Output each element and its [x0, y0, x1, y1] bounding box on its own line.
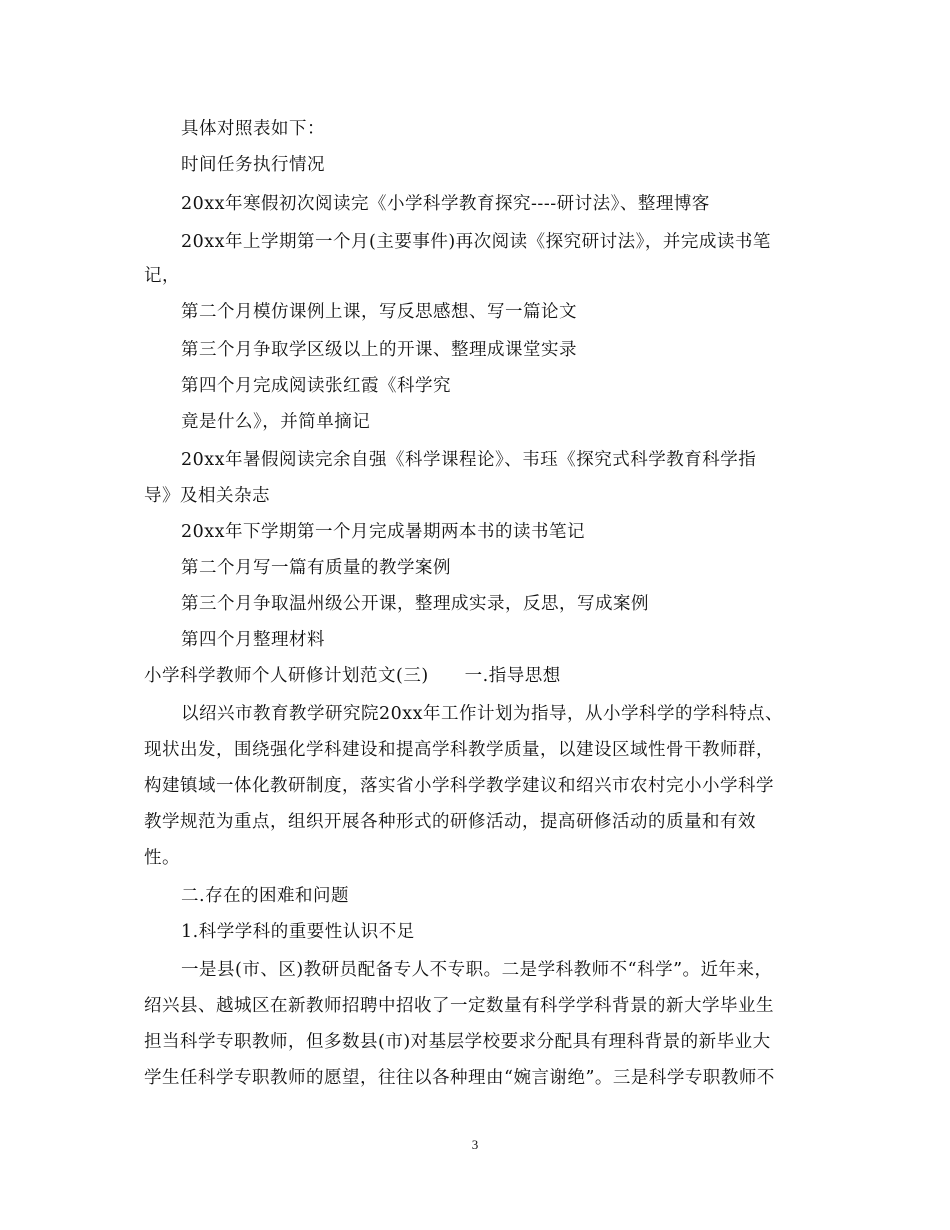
section-heading: 二.存在的困难和问题: [181, 886, 350, 906]
text-line: 20xx年暑假阅读完余自强《科学课程论》、韦珏《探究式科学教育科学指: [181, 450, 757, 470]
text-line: 教学规范为重点，组织开展各种形式的研修活动，提高研修活动的质量和有效: [144, 812, 756, 832]
text-line: 第四个月完成阅读张红霞《科学究: [181, 376, 451, 396]
text-line: 第二个月写一篇有质量的教学案例: [181, 558, 451, 578]
text-line: 一是县(市、区)教研员配备专人不专职。二是学科教师不“科学”。近年来，: [181, 960, 773, 980]
text-line: 现状出发，围绕强化学科建设和提高学科教学质量，以建设区域性骨干教师群，: [144, 740, 774, 760]
text-line: 记，: [144, 266, 180, 286]
text-line: 学生任科学专职教师的愿望，往往以各种理由“婉言谢绝”。三是科学专职教师不: [144, 1068, 775, 1088]
text-line: 第三个月争取温州级公开课，整理成实录，反思，写成案例: [181, 594, 649, 614]
page-number: 3: [471, 1137, 479, 1152]
subsection-heading: 1.科学学科的重要性认识不足: [181, 922, 415, 942]
text-line: 第三个月争取学区级以上的开课、整理成课堂实录: [181, 340, 577, 360]
text-line: 构建镇域一体化教研制度，落实省小学科学教学建议和绍兴市农村完小小学科学: [144, 776, 774, 796]
text-line: 具体对照表如下：: [181, 119, 325, 139]
text-line: 第二个月模仿课例上课，写反思感想、写一篇论文: [181, 302, 577, 322]
text-line: 以绍兴市教育教学研究院20xx年工作计划为指导，从小学科学的学科特点、: [181, 704, 784, 724]
text-line: 第四个月整理材料: [181, 630, 325, 650]
section-heading: 小学科学教师个人研修计划范文(三) 一.指导思想: [144, 666, 561, 686]
text-line: 竟是什么》，并简单摘记: [181, 412, 371, 432]
text-line: 性。: [144, 848, 180, 868]
text-line: 时间任务执行情况: [181, 155, 325, 175]
text-line: 导》及相关杂志: [144, 486, 270, 506]
text-line: 20xx年寒假初次阅读完《小学科学教育探究----研讨法》、整理博客: [181, 194, 710, 214]
text-line: 20xx年下学期第一个月完成暑期两本书的读书笔记: [181, 522, 586, 542]
text-line: 20xx年上学期第一个月(主要事件)再次阅读《探究研讨法》，并完成读书笔: [181, 232, 771, 252]
text-line: 绍兴县、越城区在新教师招聘中招收了一定数量有科学学科背景的新大学毕业生: [144, 996, 774, 1016]
text-line: 担当科学专职教师，但多数县(市)对基层学校要求分配具有理科背景的新毕业大: [144, 1032, 771, 1052]
